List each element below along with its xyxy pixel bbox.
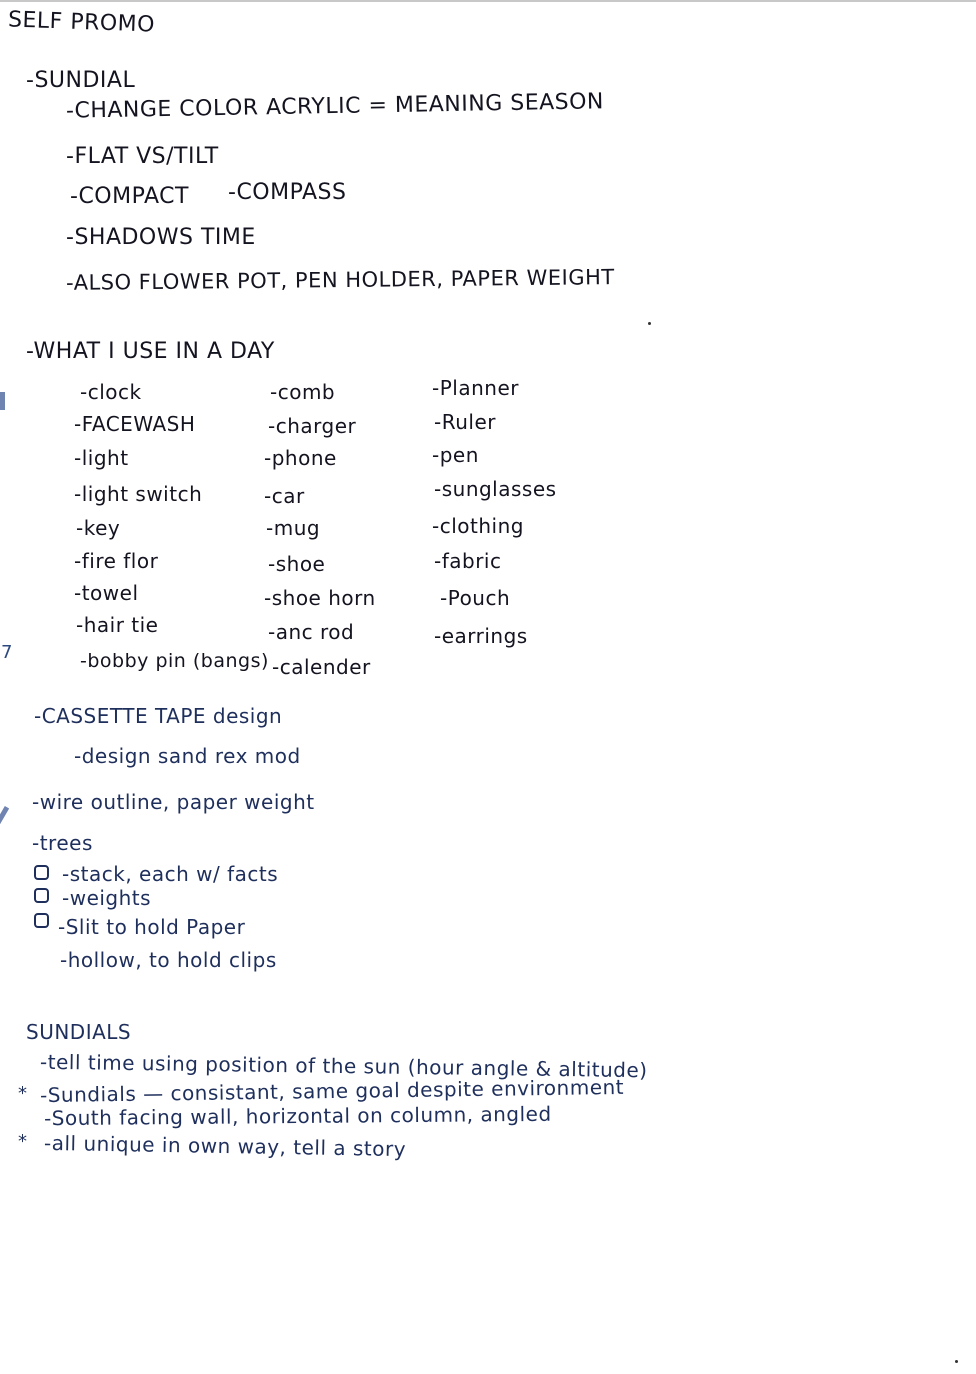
- daily-item: -car: [264, 484, 305, 508]
- project-idea: -weights: [62, 886, 152, 910]
- sundial-note: -COMPASS: [228, 180, 347, 205]
- daily-item: -anc rod: [268, 620, 355, 644]
- paper-speck: [648, 322, 651, 325]
- daily-item: -mug: [266, 516, 321, 540]
- daily-item: -key: [76, 516, 121, 540]
- sundial-note: -ALSO FLOWER POT, PEN HOLDER, PAPER WEIGHT: [65, 265, 615, 295]
- daily-item: -comb: [270, 380, 336, 404]
- sundials-note: -tell time using position of the sun (hour angle & altitude): [39, 1049, 648, 1083]
- daily-item: -fabric: [434, 549, 502, 573]
- project-idea: -design sand rex mod: [74, 744, 301, 768]
- sundial-note: -COMPACT: [70, 184, 189, 209]
- daily-item: -clothing: [432, 514, 524, 538]
- sundials-note: -South facing wall, horizontal on column, angled: [43, 1101, 552, 1131]
- daily-item: -shoe horn: [264, 586, 376, 610]
- sundials-heading: SUNDIALS: [26, 1020, 132, 1044]
- paper-speck: [955, 1360, 958, 1363]
- project-idea: -CASSETTE TAPE design: [34, 704, 283, 728]
- daily-item: -FACEWASH: [74, 412, 196, 436]
- what-use-heading: -WHAT I USE IN A DAY: [26, 339, 275, 364]
- sundial-note: -SHADOWS TIME: [66, 225, 256, 250]
- daily-item: -towel: [74, 581, 139, 605]
- daily-item: -hair tie: [76, 613, 159, 637]
- page-title: SELF PROMO: [7, 7, 156, 38]
- checkbox-icon: [34, 888, 49, 903]
- daily-item: -charger: [268, 414, 357, 438]
- daily-item: -phone: [264, 446, 337, 470]
- daily-item: -calender: [272, 655, 371, 679]
- margin-mark: 7: [1, 642, 13, 663]
- star-icon: *: [18, 1131, 27, 1152]
- star-icon: *: [18, 1083, 27, 1104]
- page-top-edge: [0, 0, 976, 2]
- edge-mark: [0, 392, 5, 410]
- project-idea: -stack, each w/ facts: [62, 862, 279, 886]
- daily-item: -sunglasses: [434, 477, 557, 501]
- daily-item: -light switch: [74, 482, 203, 506]
- checkbox-icon: [34, 913, 49, 928]
- daily-item: -Pouch: [440, 586, 511, 610]
- edge-mark: [0, 806, 9, 824]
- daily-item: -clock: [80, 380, 142, 404]
- sundials-note: -Sundials — consistant, same goal despite environment: [39, 1074, 625, 1108]
- daily-item: -Ruler: [434, 410, 496, 434]
- project-idea: -hollow, to hold clips: [60, 948, 277, 972]
- sundial-heading: -SUNDIAL: [26, 68, 136, 93]
- daily-item: -light: [74, 446, 129, 470]
- daily-item: -shoe: [268, 552, 326, 576]
- project-idea: -Slit to hold Paper: [58, 915, 246, 939]
- daily-item: -pen: [432, 443, 479, 467]
- daily-item: -bobby pin (bangs): [80, 650, 269, 672]
- daily-item: -Planner: [432, 376, 519, 400]
- project-idea: -trees: [32, 831, 93, 855]
- project-idea: -wire outline, paper weight: [32, 790, 315, 814]
- sundial-note: -FLAT VS/TILT: [66, 144, 219, 169]
- checkbox-icon: [34, 865, 49, 880]
- sundials-note: -all unique in own way, tell a story: [43, 1130, 407, 1162]
- daily-item: -fire flor: [74, 549, 159, 573]
- sundial-note: -CHANGE COLOR ACRYLIC = MEANING SEASON: [65, 89, 605, 124]
- daily-item: -earrings: [434, 624, 528, 648]
